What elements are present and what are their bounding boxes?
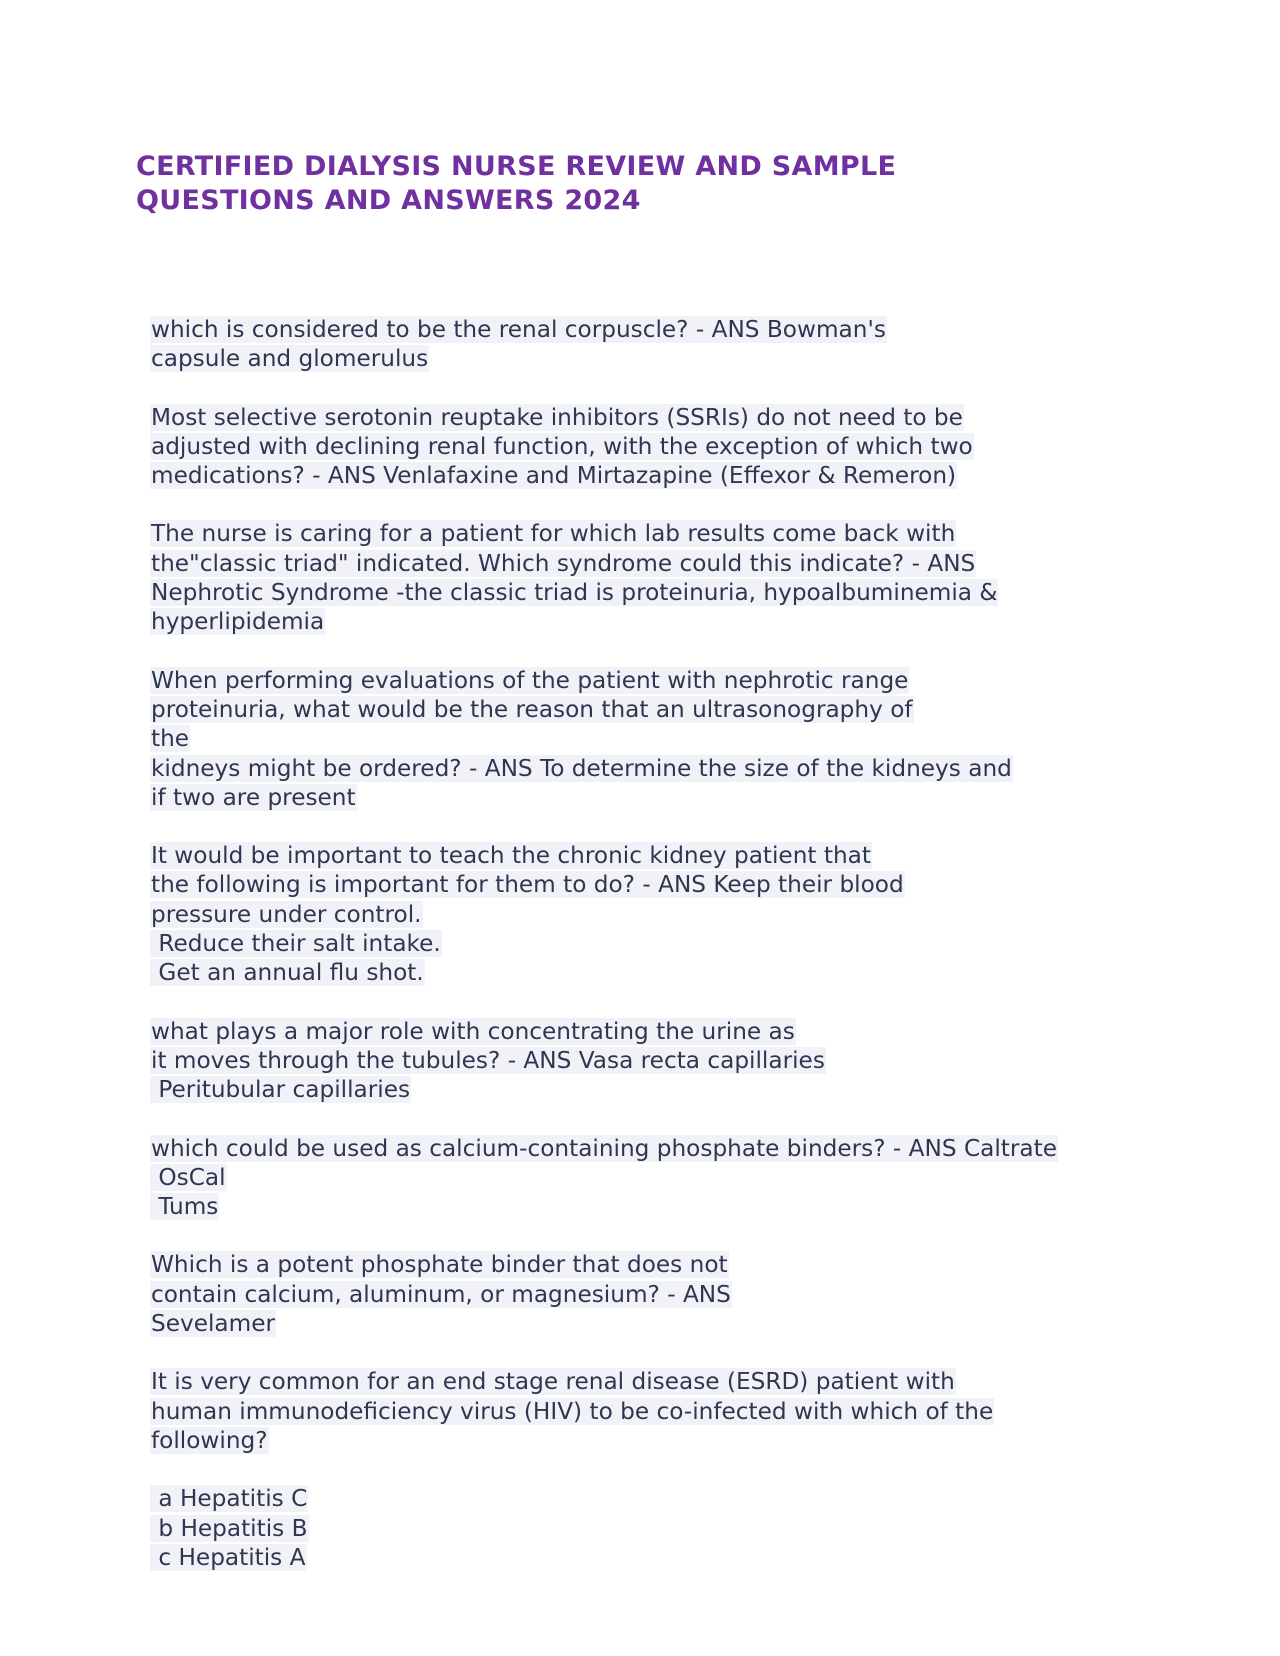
qa-line: [150, 1309, 1150, 1338]
qa-line: [150, 578, 1150, 607]
qa-line-text: proteinuria, what would be the reason that an ultrasonography of: [151, 695, 913, 723]
qa-line: [150, 1367, 1150, 1396]
qa-line-text: adjusted with declining renal function, with the exception of which two: [151, 432, 973, 460]
qa-line-text: pressure under control.: [151, 900, 422, 928]
qa-line: [150, 1134, 1150, 1163]
qa-line-text: The nurse is caring for a patient for which lab results come back with: [151, 520, 956, 548]
qa-line: [150, 1250, 1150, 1279]
qa-line-text: It would be important to teach the chronic kidney patient that: [151, 842, 871, 870]
qa-line-text: Peritubular capillaries: [151, 1076, 411, 1104]
qa-item: [150, 1017, 1150, 1105]
qa-line: [150, 870, 1150, 899]
qa-line-text: hyperlipidemia: [151, 608, 325, 636]
qa-line: [150, 1017, 1150, 1046]
qa-line-text: Get an annual flu shot.: [151, 959, 424, 987]
qa-line-text: a Hepatitis C: [151, 1485, 308, 1513]
qa-line-text: Reduce their salt intake.: [151, 930, 441, 958]
qa-line-text: b Hepatitis B: [151, 1514, 308, 1542]
qa-line-text: OsCal: [151, 1163, 226, 1191]
qa-line: [150, 1543, 1150, 1572]
qa-line: [150, 1514, 1150, 1543]
qa-item: [150, 1250, 1150, 1338]
qa-line-text: contain calcium, aluminum, or magnesium? - ANS: [151, 1280, 731, 1308]
qa-line: [150, 461, 1150, 490]
qa-item: [150, 1484, 1150, 1572]
qa-line: [150, 1397, 1150, 1426]
qa-line: [150, 549, 1150, 578]
qa-item: [150, 666, 1150, 812]
qa-line: [150, 666, 1150, 695]
qa-item: [150, 841, 1150, 987]
qa-line-text: capsule and glomerulus: [151, 345, 429, 373]
qa-item: [150, 403, 1150, 491]
qa-line: [150, 958, 1150, 987]
qa-line: [150, 1046, 1150, 1075]
qa-line: [150, 1484, 1150, 1513]
qa-item: [150, 519, 1150, 636]
qa-line: [150, 724, 1150, 753]
qa-item: [150, 315, 1150, 374]
qa-line-text: which could be used as calcium-containing phosphate binders? - ANS Caltrate: [151, 1134, 1057, 1162]
qa-line: [150, 1280, 1150, 1309]
qa-line: [150, 1163, 1150, 1192]
qa-line-text: It is very common for an end stage renal disease (ESRD) patient with: [151, 1368, 955, 1396]
qa-line-text: the: [151, 725, 190, 753]
title-line-2: QUESTIONS AND ANSWERS 2024: [136, 185, 641, 216]
qa-line: [150, 754, 1150, 783]
qa-line: [150, 783, 1150, 812]
qa-line: [150, 929, 1150, 958]
qa-line-text: medications? - ANS Venlafaxine and Mirtazapine (Effexor & Remeron): [151, 462, 957, 490]
qa-line-text: it moves through the tubules? - ANS Vasa recta capillaries: [151, 1046, 825, 1074]
qa-line: [150, 1075, 1150, 1104]
qa-line-text: Which is a potent phosphate binder that does not: [151, 1251, 728, 1279]
qa-line: [150, 519, 1150, 548]
qa-line: [150, 315, 1150, 344]
qa-item: [150, 1134, 1150, 1222]
qa-line-text: When performing evaluations of the patient with nephrotic range: [151, 666, 909, 694]
qa-line-text: Sevelamer: [151, 1310, 276, 1338]
qa-line-text: following?: [151, 1426, 268, 1454]
qa-line: [150, 344, 1150, 373]
qa-line-text: the following is important for them to do? - ANS Keep their blood: [151, 871, 904, 899]
qa-line-text: if two are present: [151, 783, 356, 811]
qa-line: [150, 403, 1150, 432]
qa-line: [150, 1426, 1150, 1455]
title-line-1: CERTIFIED DIALYSIS NURSE REVIEW AND SAMPLE: [136, 151, 897, 182]
qa-line-text: which is considered to be the renal corpuscle? - ANS Bowman's: [151, 316, 886, 343]
qa-line: [150, 1192, 1150, 1221]
qa-line-text: c Hepatitis A: [151, 1543, 306, 1571]
qa-line-text: Nephrotic Syndrome -the classic triad is proteinuria, hypoalbuminemia &: [151, 579, 998, 607]
qa-line-text: kidneys might be ordered? - ANS To determine the size of the kidneys and: [151, 754, 1012, 782]
qa-item: [150, 1367, 1150, 1455]
qa-list: [150, 315, 1150, 1601]
qa-line: [150, 900, 1150, 929]
qa-line: [150, 841, 1150, 870]
qa-line-text: human immunodeficiency virus (HIV) to be co-infected with which of the: [151, 1397, 994, 1425]
page-title: [136, 150, 1036, 218]
qa-line-text: what plays a major role with concentrating the urine as: [151, 1017, 795, 1045]
qa-line-text: the"classic triad" indicated. Which syndrome could this indicate? - ANS: [151, 549, 976, 577]
qa-line-text: Tums: [151, 1193, 219, 1221]
qa-line: [150, 432, 1150, 461]
qa-line: [150, 695, 1150, 724]
qa-line: [150, 607, 1150, 636]
qa-line-text: Most selective serotonin reuptake inhibitors (SSRIs) do not need to be: [151, 403, 963, 431]
